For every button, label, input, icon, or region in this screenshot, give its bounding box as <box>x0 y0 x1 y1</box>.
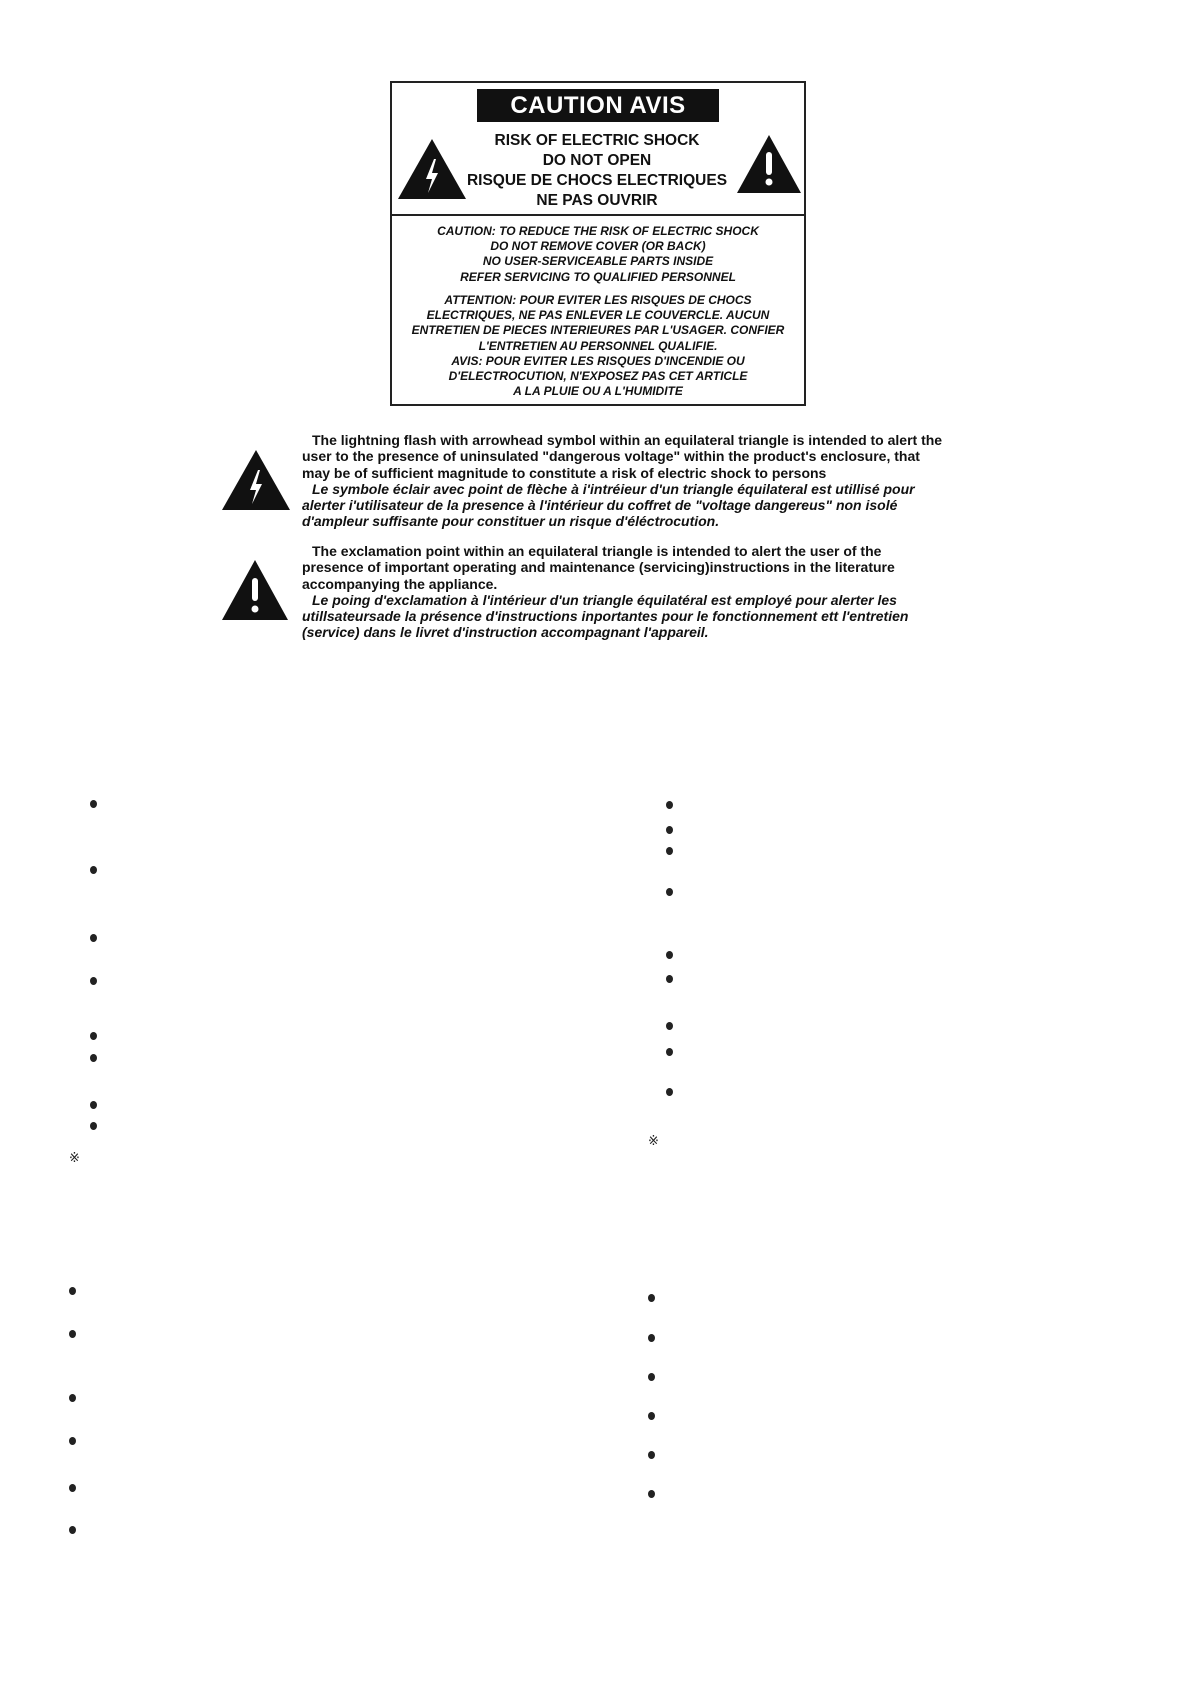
caution-line: ELECTRIQUES, NE PAS ENLEVER LE COUVERCLE. AUCUN <box>426 308 770 323</box>
explanation-line: The exclamation point within an equilateral triangle is intended to alert the user of the <box>312 543 882 559</box>
note-mark: ※ <box>69 1150 80 1165</box>
list-bullet <box>69 1330 76 1338</box>
explanation-line: Le symbole éclair avec point de flèche à i'intréieur d'un triangle équilateral est utillisé pour <box>312 480 915 497</box>
list-bullet <box>648 1294 655 1302</box>
lightning-triangle-icon <box>222 450 290 510</box>
warning-line: RISQUE DE CHOCS ELECTRIQUES <box>466 172 728 189</box>
explanation-line: user to the presence of uninsulated "dangerous voltage" within the product's enclosure, that <box>302 448 920 465</box>
explanation-line: (service) dans le livret d'instruction accompagnant l'appareil. <box>302 624 709 641</box>
list-bullet <box>90 1032 97 1040</box>
caution-french-text <box>394 293 802 399</box>
caution-line: DO NOT REMOVE COVER (OR BACK) <box>490 239 706 254</box>
list-bullet <box>90 1054 97 1062</box>
note-mark: ※ <box>648 1133 659 1148</box>
list-bullet <box>69 1484 76 1492</box>
warning-line: NE PAS OUVRIR <box>536 192 658 209</box>
caution-header: CAUTION AVIS <box>477 89 719 122</box>
caution-line: REFER SERVICING TO QUALIFIED PERSONNEL <box>460 269 736 284</box>
list-bullet <box>666 847 673 855</box>
risk-warning-text <box>452 131 742 211</box>
caution-line: ATTENTION: POUR EVITER LES RISQUES DE CHOCS <box>444 293 752 307</box>
exclamation-symbol-explanation <box>302 543 982 641</box>
caution-line: ENTRETIEN DE PIECES INTERIEURES PAR L'USAGER. CONFIER <box>411 323 785 338</box>
list-bullet <box>648 1334 655 1342</box>
list-bullet <box>90 977 97 985</box>
caution-line: CAUTION: TO REDUCE THE RISK OF ELECTRIC SHOCK <box>437 224 759 238</box>
list-bullet <box>69 1394 76 1402</box>
explanation-line: accompanying the appliance. <box>302 575 498 592</box>
list-bullet <box>666 975 673 983</box>
list-bullet <box>90 866 97 874</box>
list-bullet <box>666 1048 673 1056</box>
caution-divider <box>392 214 804 216</box>
list-bullet <box>648 1412 655 1420</box>
explanation-line: alerter i'utilisateur de la presence à l'intérieur du coffret de "voltage dangereus" non isolé <box>302 497 898 514</box>
explanation-line: may be of sufficient magnitude to constitute a risk of electric shock to persons <box>302 464 827 481</box>
caution-line: AVIS: POUR EVITER LES RISQUES D'INCENDIE OU <box>451 353 745 368</box>
caution-line: D'ELECTROCUTION, N'EXPOSEZ PAS CET ARTICLE <box>448 369 748 384</box>
list-bullet <box>90 1122 97 1130</box>
list-bullet <box>90 934 97 942</box>
list-bullet <box>648 1490 655 1498</box>
caution-line: A LA PLUIE OU A L'HUMIDITE <box>513 384 683 399</box>
list-bullet <box>90 1101 97 1109</box>
list-bullet <box>69 1437 76 1445</box>
explanation-line: Le poing d'exclamation à l'intérieur d'un triangle équilatéral est employé pour alerter les <box>312 591 897 608</box>
explanation-line: The lightning flash with arrowhead symbol within an equilateral triangle is intended to alert the <box>312 432 943 448</box>
explanation-line: presence of important operating and maintenance (servicing)instructions in the literature <box>302 559 895 576</box>
list-bullet <box>666 801 673 809</box>
list-bullet <box>69 1287 76 1295</box>
exclamation-triangle-icon <box>222 560 288 620</box>
explanation-line: utillsateursade la présence d'instructions inportantes pour le fonctionnement ett l'entretien <box>302 608 909 625</box>
explanation-line: d'ampleur suffisante pour constituer un risque d'éléctrocution. <box>302 513 720 530</box>
caution-line: NO USER-SERVICEABLE PARTS INSIDE <box>482 254 714 269</box>
list-bullet <box>648 1451 655 1459</box>
exclamation-warning-icon <box>737 135 801 193</box>
caution-label <box>390 81 806 406</box>
list-bullet <box>666 1088 673 1096</box>
warning-line: RISK OF ELECTRIC SHOCK <box>494 132 700 149</box>
list-bullet <box>666 888 673 896</box>
warning-line: DO NOT OPEN <box>542 152 652 169</box>
list-bullet <box>666 951 673 959</box>
list-bullet <box>666 826 673 834</box>
caution-english-text <box>394 224 802 285</box>
caution-line: L'ENTRETIEN AU PERSONNEL QUALIFIE. <box>478 338 718 353</box>
lightning-symbol-explanation <box>302 432 982 530</box>
list-bullet <box>666 1022 673 1030</box>
list-bullet <box>69 1526 76 1534</box>
list-bullet <box>648 1373 655 1381</box>
list-bullet <box>90 800 97 808</box>
